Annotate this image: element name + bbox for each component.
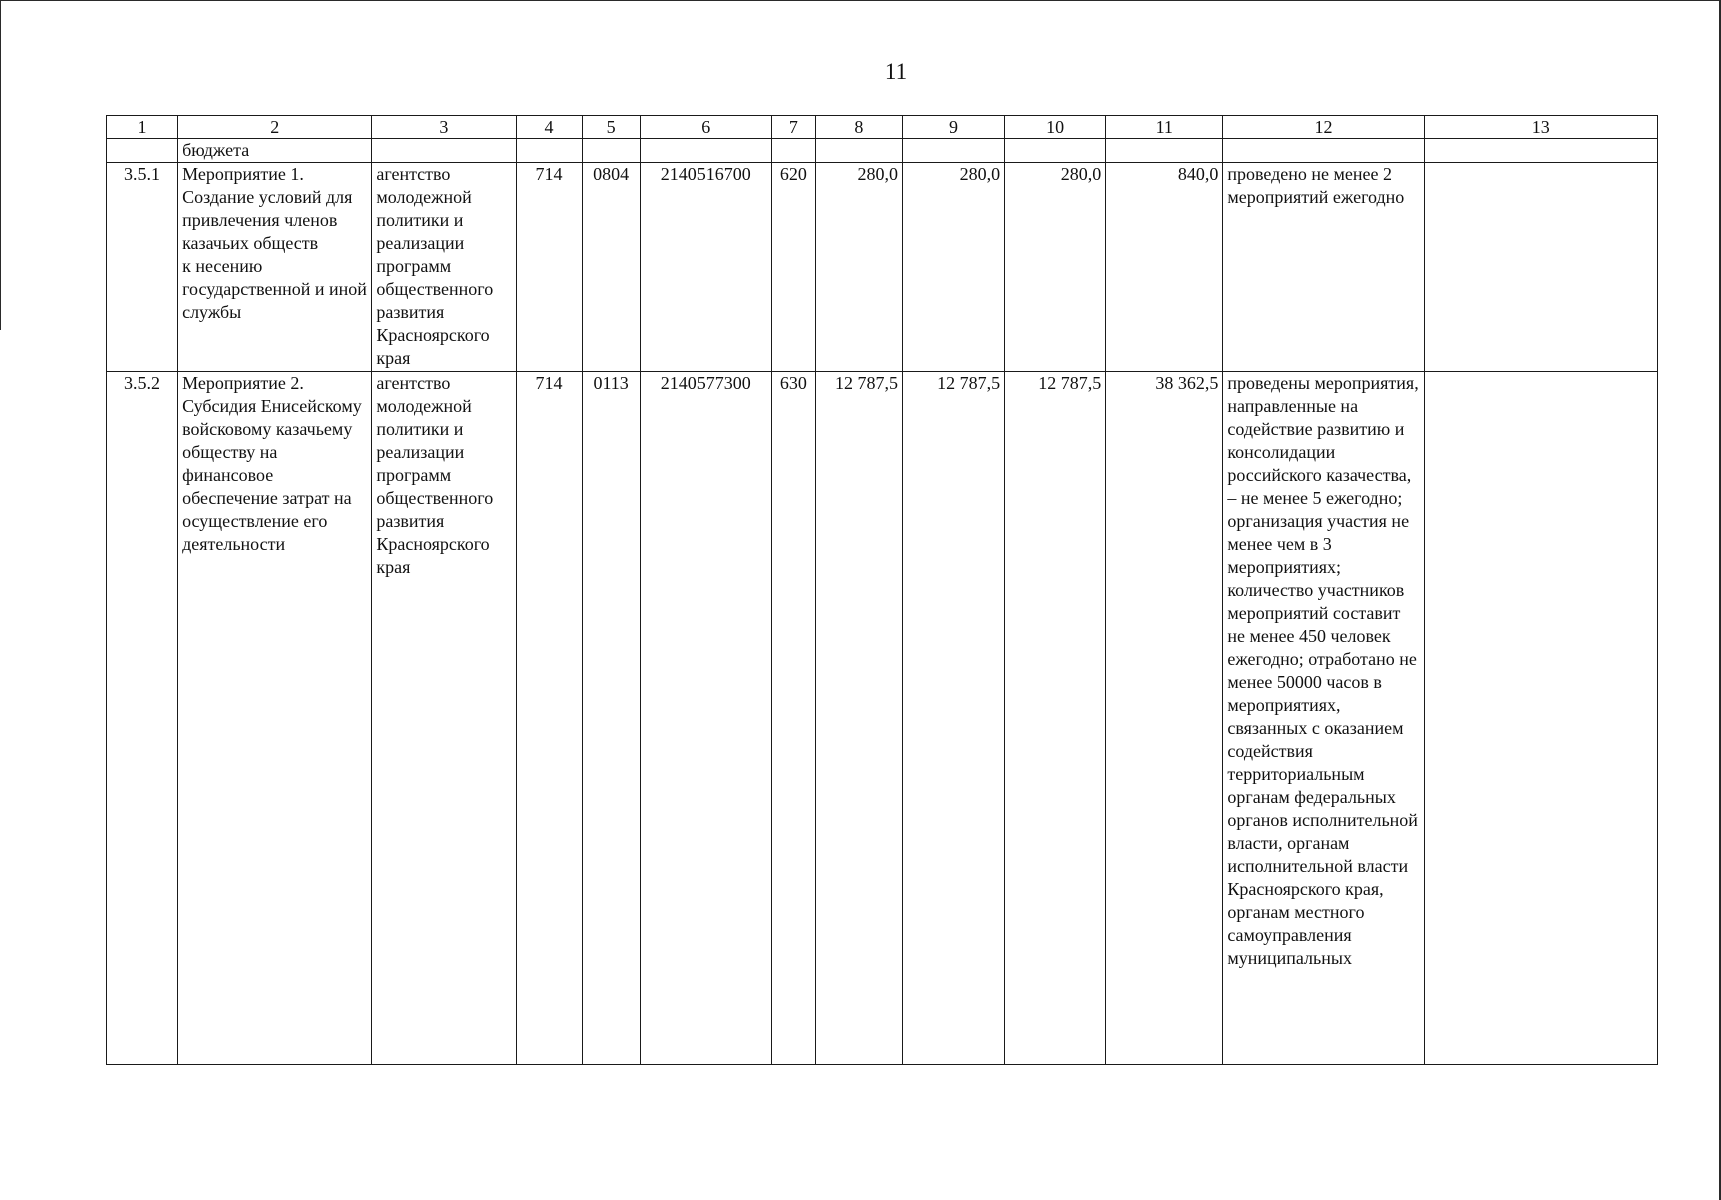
item-number: 3.5.2 <box>107 372 178 1065</box>
continuation-text: бюджета <box>178 139 372 163</box>
table-cell <box>372 139 516 163</box>
grbs-code: 714 <box>516 372 582 1065</box>
scan-edge-top <box>0 0 1721 1</box>
measure-name-text: Мероприятие 1. Создание условий для привлечения членов казачьих обществ к несению государственной и иной службы <box>182 164 367 322</box>
header-cell: 1 <box>107 116 178 139</box>
header-cell: 5 <box>582 116 640 139</box>
header-cell: 4 <box>516 116 582 139</box>
section-code: 0804 <box>582 163 640 372</box>
header-cell: 7 <box>771 116 815 139</box>
section-code: 0113 <box>582 372 640 1065</box>
table-row <box>107 163 1658 372</box>
target-article-code: 2140577300 <box>640 372 771 1065</box>
expected-result: проведено не менее 2 мероприятий ежегодно <box>1223 163 1424 372</box>
table-cell <box>1223 139 1424 163</box>
executor: агентство молодежной политики и реализации программ общественного развития Красноярского края <box>372 163 516 372</box>
target-article-code: 2140516700 <box>640 163 771 372</box>
measure-name <box>178 372 372 1065</box>
table-cell <box>640 139 771 163</box>
table-cell <box>1106 139 1223 163</box>
total-amount: 840,0 <box>1106 163 1223 372</box>
header-cell: 9 <box>902 116 1004 139</box>
header-cell: 6 <box>640 116 771 139</box>
table-cell <box>1005 139 1106 163</box>
header-cell: 2 <box>178 116 372 139</box>
table-cell <box>107 139 178 163</box>
executor: агентство молодежной политики и реализации программ общественного развития Красноярского края <box>372 372 516 1065</box>
measure-name <box>178 163 372 372</box>
expense-type-code: 630 <box>771 372 815 1065</box>
header-cell: 11 <box>1106 116 1223 139</box>
scan-edge-left <box>0 0 1 330</box>
table-row <box>107 372 1658 1065</box>
continuation-row <box>107 139 1658 163</box>
table-cell <box>1424 372 1657 1065</box>
table-cell <box>516 139 582 163</box>
table-cell <box>582 139 640 163</box>
table-cell <box>771 139 815 163</box>
header-cell: 10 <box>1005 116 1106 139</box>
measure-name-text: Мероприятие 2. Субсидия Енисейскому войсковому казачьему обществу на финансовое обеспечение затрат на осуществление его деятельности <box>182 373 362 554</box>
table-cell <box>902 139 1004 163</box>
program-measures-table <box>106 115 1658 1065</box>
table-cell <box>1424 163 1657 372</box>
header-cell: 12 <box>1223 116 1424 139</box>
year1-amount: 12 787,5 <box>815 372 902 1065</box>
year3-amount: 280,0 <box>1005 163 1106 372</box>
page-number: 11 <box>884 59 908 84</box>
column-number-row <box>107 116 1658 139</box>
table-cell <box>1424 139 1657 163</box>
table-cell <box>815 139 902 163</box>
expected-result: проведены мероприятия, направленные на содействие развитию и консолидации российского казачества, – не менее 5 ежегодно; организация участия не менее чем в 3 мероприятиях; количество участников мероприятий составит не менее 450 человек ежегодно; отработано не менее 50000 часов в мероприятиях, связанных с оказанием содействия территориальным органам федеральных органов исполнительной власти, органам исполнительной власти Красноярского края, органам местного самоуправления муниципальных <box>1223 372 1424 1065</box>
header-cell: 13 <box>1424 116 1657 139</box>
year2-amount: 12 787,5 <box>902 372 1004 1065</box>
grbs-code: 714 <box>516 163 582 372</box>
year2-amount: 280,0 <box>902 163 1004 372</box>
total-amount: 38 362,5 <box>1106 372 1223 1065</box>
year3-amount: 12 787,5 <box>1005 372 1106 1065</box>
expense-type-code: 620 <box>771 163 815 372</box>
header-cell: 8 <box>815 116 902 139</box>
year1-amount: 280,0 <box>815 163 902 372</box>
header-cell: 3 <box>372 116 516 139</box>
item-number: 3.5.1 <box>107 163 178 372</box>
